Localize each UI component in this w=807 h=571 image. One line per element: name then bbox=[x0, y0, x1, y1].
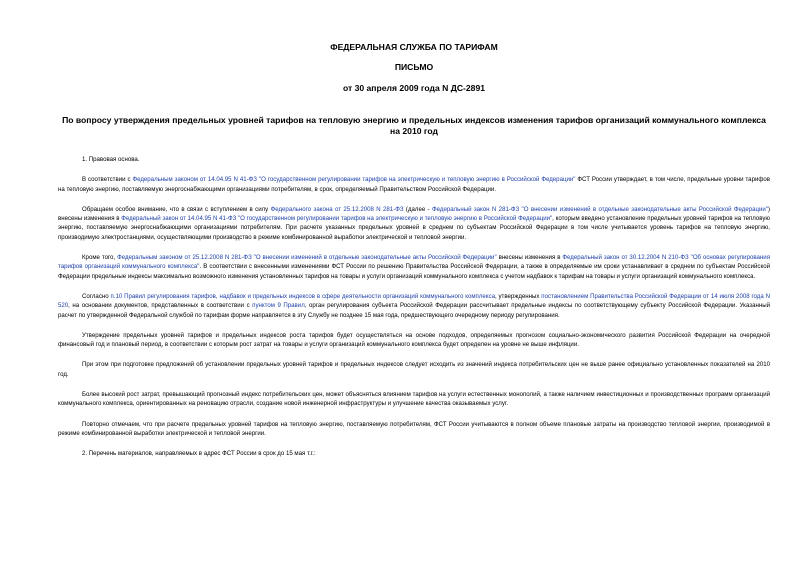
law-41fz-link[interactable]: Федеральным законом от 14.04.95 N 41-ФЗ "О государственном регулировании тарифов на электрическую и тепловую энергию в Российской Федерации" bbox=[132, 176, 576, 184]
law-281fz-amendments-link[interactable]: Федеральный закон N 281-ФЗ "О внесении изменений в отдельные законодательные акты Российской Федерации" bbox=[432, 205, 768, 213]
paragraph-4 bbox=[58, 253, 770, 281]
paragraph-5-text-c: , на основании документов, представленных в соответствии с bbox=[68, 302, 253, 310]
rules-p10-link[interactable]: п.10 Правил регулирования тарифов, надбавок и предельных индексов в сфере деятельности организаций коммунального комплекса bbox=[110, 292, 495, 300]
law-41fz-link-2[interactable]: Федеральный закон от 14.04.95 N 41-ФЗ "О государственном регулировании тарифов на электрическую и тепловую энергию в Российской Федерации" bbox=[121, 215, 553, 223]
resolution-520-link[interactable]: постановлением Правительства Российской Федерации от 14 июля 2008 года N 520 bbox=[58, 292, 770, 310]
paragraph-1: 1. Правовая основа. bbox=[82, 156, 140, 163]
law-210fz-link[interactable]: Федеральный закон от 30.12.2004 N 210-ФЗ "Об основах регулирования тарифов организаций коммунального комплекса" bbox=[58, 254, 770, 271]
paragraph-5-text-a: Согласно bbox=[82, 292, 111, 300]
rules-p9-link[interactable]: пунктом 9 Правил bbox=[252, 302, 305, 310]
doc-date: от 30 апреля 2009 года N ДС-2891 bbox=[342, 83, 486, 93]
paragraph-9: Повторно отмечаем, что при расчете предельных уровней тарифов на тепловую энергию, поставляемую потребителям, ФСТ России учитываются в полном объеме плановые затраты на производство тепловой энергии, производимой в режиме комбинированной выработки электрической и тепловой энергии. bbox=[58, 420, 770, 437]
paragraph-2-text-a: В соответствии с bbox=[82, 176, 133, 184]
paragraph-4-text-b: внесены изменения в bbox=[496, 254, 563, 262]
law-281fz-link[interactable]: Федерального закона от 25.12.2008 N 281-ФЗ bbox=[270, 205, 404, 213]
paragraph-4-text-c: . В соответствии с внесенными изменениями ФСТ России по решению Правительства Российской Федерации, а также в определяемые им сроки устанавливает в среднем по субъектам Российской Федерации предельные индексы максимально возможного изменения установленных тарифов на товары и услуги организаций коммунального комплекса с учетом надбавок к тарифам на товары и услуги организаций коммунального комплекса. bbox=[58, 263, 770, 280]
paragraph-3-text-a: Обращаем особое внимание, что в связи с вступлением в силу bbox=[82, 205, 271, 213]
paragraph-4-text-a: Кроме того, bbox=[82, 254, 118, 262]
doc-type: ПИСЬМО bbox=[394, 62, 434, 72]
paragraph-3 bbox=[58, 205, 770, 242]
paragraph-5-text-d: , орган регулирования субъекта Российской Федерации рассчитывает предельные индексы по соответствующему субъекту Российской Федерации. Указанный расчет по утвержденной Федеральной службой по тарифам форме направляется в эту Службу не позднее 15 мая года, предшествующего очередному периоду регулирования. bbox=[58, 302, 770, 319]
paragraph-5-text-b: , утвержденных bbox=[494, 292, 542, 300]
law-281fz-link-2[interactable]: Федеральным законом от 25.12.2008 N 281-ФЗ "О внесении изменений в отдельные законодательные акты Российской Федерации" bbox=[117, 254, 497, 262]
paragraph-6: Утверждение предельных уровней тарифов и предельных индексов роста тарифов будет осуществляться на основе подходов, определяемых прогнозом социально-экономического развития Российской Федерации на очередной финансовый год и плановый период, в соответствии с которым рост затрат на товары и услуги организаций коммунального комплекса будет определен на уровне не выше инфляции. bbox=[58, 331, 770, 349]
paragraph-5 bbox=[58, 292, 770, 320]
paragraph-3-text-d: , которым введено установление предельных уровней тарифов на тепловую энергию, поставляемую энергоснабжающими организациями потребителям. При расчете указанных предельных уровней в среднем по субъектам Российской Федерации в том числе учитывается уровень тарифов на тепловую энергию, производимую электростанциями, осуществляющими производство в режиме комбинированной выработки электрической и тепловой энергии. bbox=[58, 215, 770, 241]
doc-title: По вопросу утверждения предельных уровней тарифов на тепловую энергию и предельных индексов изменения тарифов организаций коммунального комплекса на 2010 год bbox=[62, 115, 766, 136]
paragraph-10: 2. Перечень материалов, направляемых в адрес ФСТ России в срок до 15 мая т.г.: bbox=[82, 450, 316, 458]
org-name: ФЕДЕРАЛЬНАЯ СЛУЖБА ПО ТАРИФАМ bbox=[330, 42, 498, 52]
paragraph-3-text-b: (далее - bbox=[403, 205, 432, 213]
paragraph-2-text-b: ФСТ России утверждает, в том числе, предельные уровни тарифов на тепловую энергию, поставляемую энергоснабжающими организациями потребителям, в срок, определяемый Правительством Российской Федерации. bbox=[58, 176, 771, 193]
paragraph-2 bbox=[58, 175, 770, 194]
paragraph-3-text-c: ) внесены изменения в bbox=[58, 205, 770, 223]
paragraph-7: При этом при подготовке предложений об установлении предельных уровней тарифов и предельных индексов следует исходить из значений индекса потребительских цен не выше ранее официально установленных показателей на 2010 год. bbox=[58, 361, 770, 378]
paragraph-8: Более высокий рост затрат, превышающий прогнозный индекс потребительских цен, может объясняться влиянием тарифов на услуги естественных монополий, а также наличием инвестиционных и производственных программ организаций коммунального комплекса, ориентированных на реновацию отрасли, создание новой инженерной инфраструктуры и улучшение качества оказываемых услуг. bbox=[58, 391, 770, 408]
